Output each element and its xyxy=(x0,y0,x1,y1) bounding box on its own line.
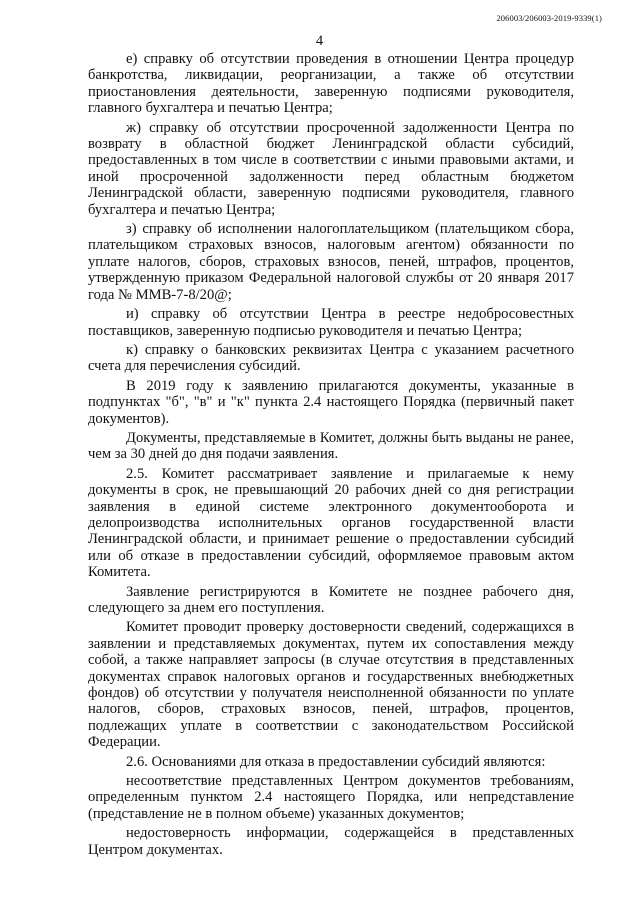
document-body xyxy=(88,51,574,861)
paragraph-2-6: 2.6. Основаниями для отказа в предоставлении субсидий являются: xyxy=(126,753,546,770)
paragraph-refusal-reason-2: недостоверность информации, содержащейся в представленных Центром документах. xyxy=(88,825,574,858)
paragraph-item-z: з) справку об исполнении налогоплательщиком (плательщиком сбора, плательщиком страховых взносов, налоговым агентом) обязанности по уплате налогов, сборов, страховых взносов, пеней, штрафов, процентов, утвержденную приказом Федеральной налоговой службы от 20 января 2017 года № ММВ-7-8/20@; xyxy=(88,221,574,303)
paragraph-item-i: и) справку об отсутствии Центра в реестре недобросовестных поставщиков, заверенную подписью руководителя и печатью Центра; xyxy=(88,306,574,339)
paragraph-refusal-reason-1: несоответствие представленных Центром документов требованиям, определенным пунктом 2.4 настоящего Порядка, или непредставление (представление не в полном объеме) указанных документов; xyxy=(88,773,574,822)
page-number: 4 xyxy=(315,33,324,49)
paragraph-verification: Комитет проводит проверку достоверности сведений, содержащихся в заявлении и представляемых документах, путем их сопоставления между собой, а также направляет запросы (в случае отсутствия в представленных документах справок налоговых органов и государственных внебюджетных фондов) об отсутствии у получателя неисполненной обязанности по уплате налогов, сборов, страховых взносов, пеней, штрафов, процентов, подлежащих уплате в соответствии с законодательством Российской Федерации. xyxy=(88,619,574,751)
paragraph-item-zh: ж) справку об отсутствии просроченной задолженности Центра по возврату в областной бюджет Ленинградской области субсидий, предоставленных в том числе в соответствии с иными правовыми актами, и иной просроченной задолженности перед областным бюджетом Ленинградской области, заверенную подписями руководителя, главного бухгалтера и печатью Центра; xyxy=(88,119,574,218)
paragraph-documents-validity: Документы, представляемые в Комитет, должны быть выданы не ранее, чем за 30 дней до дня подачи заявления. xyxy=(88,429,574,463)
paragraph-item-e: е) справку об отсутствии проведения в отношении Центра процедур банкротства, ликвидации, реорганизации, а также об отсутствии приостановления деятельности, заверенную подписями руководителя, главного бухгалтера и печатью Центра; xyxy=(88,51,574,117)
paragraph-2019-documents: В 2019 году к заявлению прилагаются документы, указанные в подпунктах "б", "в" и "к" пункта 2.4 настоящего Порядка (первичный пакет документов). xyxy=(88,377,574,427)
document-id: 206003/206003-2019-9339(1) xyxy=(496,13,602,23)
paragraph-registration: Заявление регистрируются в Комитете не позднее рабочего дня, следующего за днем его поступления. xyxy=(88,583,574,616)
paragraph-item-k: к) справку о банковских реквизитах Центра с указанием расчетного счета для перечисления субсидий. xyxy=(88,341,574,375)
paragraph-2-5: 2.5. Комитет рассматривает заявление и прилагаемые к нему документы в срок, не превышающий 20 рабочих дней со дня регистрации заявления в единой системе электронного документооборота и делопроизводства исполнительных органов государственной власти Ленинградской области, и принимает решение о предоставлении субсидий или об отказе в предоставлении субсидий, оформляемое правовым актом Комитета. xyxy=(88,465,574,581)
